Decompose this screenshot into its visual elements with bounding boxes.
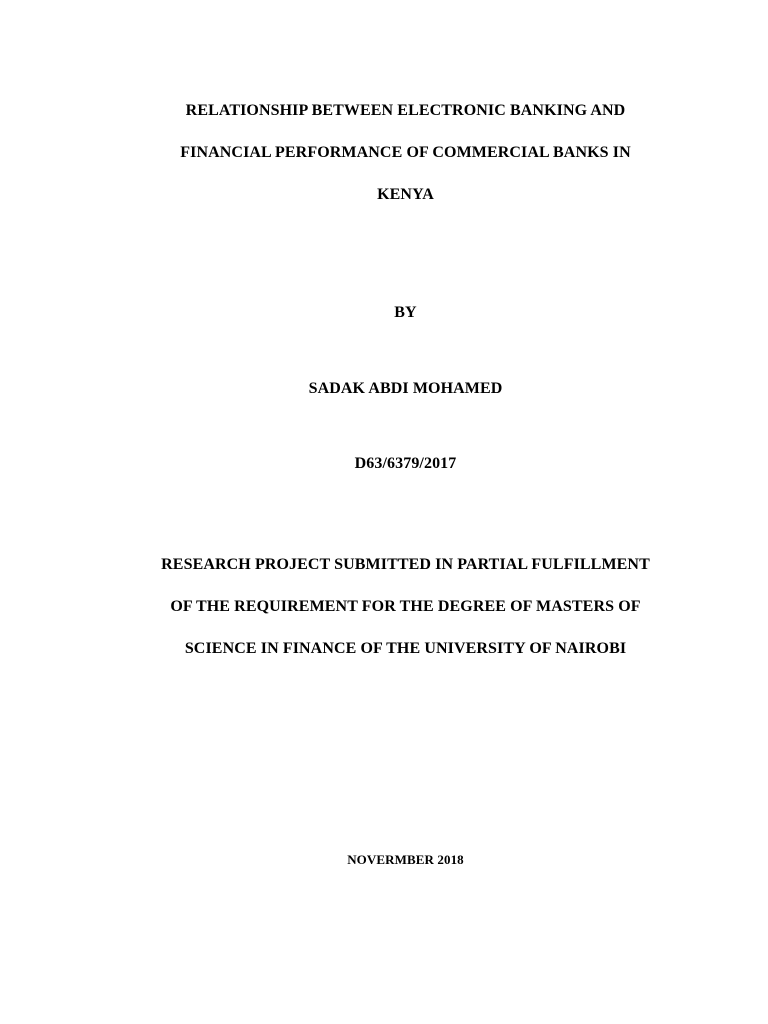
author-name: SADAK ABDI MOHAMED <box>308 380 503 397</box>
by-label: BY <box>394 304 417 321</box>
submission-date: NOVERMBER 2018 <box>347 852 464 867</box>
title-line-1: RELATIONSHIP BETWEEN ELECTRONIC BANKING AND <box>185 102 626 119</box>
title-line-3: KENYA <box>377 186 434 203</box>
submission-line-1: RESEARCH PROJECT SUBMITTED IN PARTIAL FULFILLMENT <box>161 556 650 573</box>
registration-number: D63/6379/2017 <box>354 455 457 472</box>
submission-line-3: SCIENCE IN FINANCE OF THE UNIVERSITY OF NAIROBI <box>184 640 627 657</box>
submission-line-2: OF THE REQUIREMENT FOR THE DEGREE OF MASTERS OF <box>170 598 641 615</box>
title-line-2: FINANCIAL PERFORMANCE OF COMMERCIAL BANKS IN <box>180 144 631 161</box>
